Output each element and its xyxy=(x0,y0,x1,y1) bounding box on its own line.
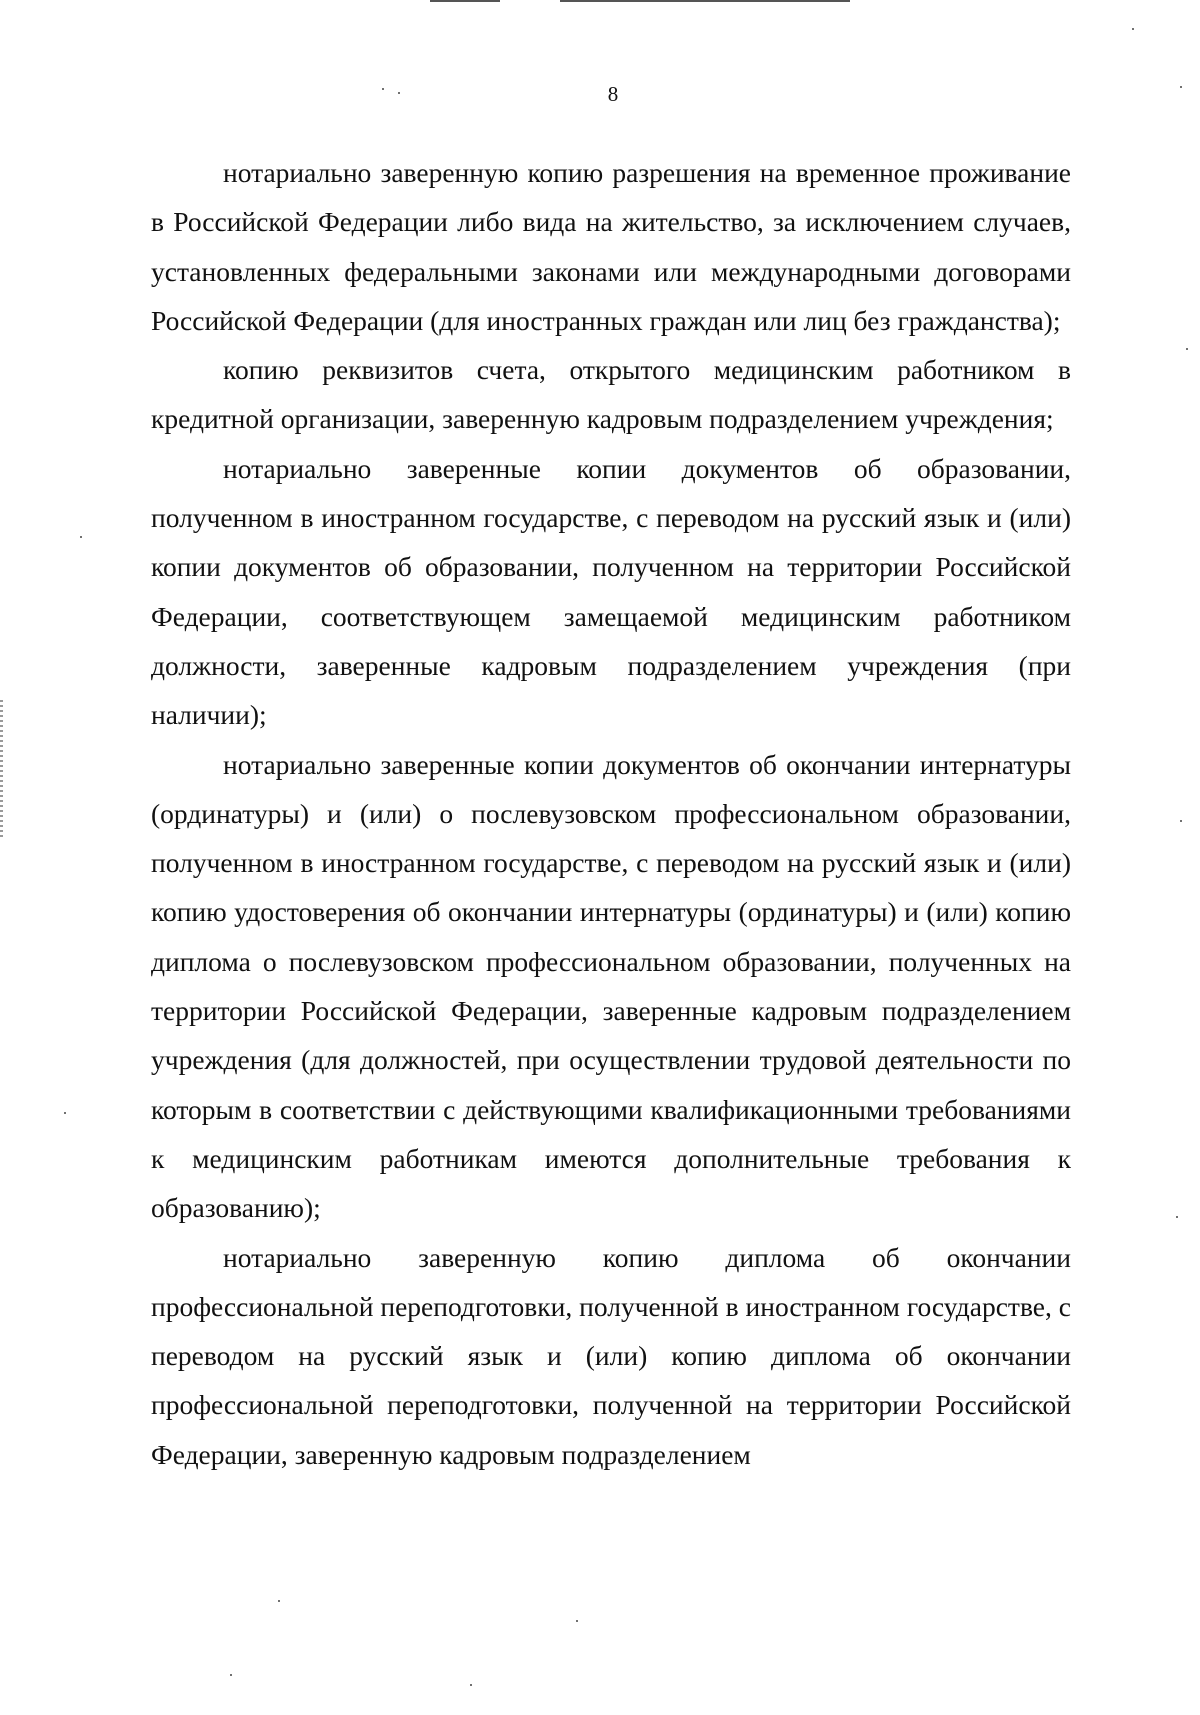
paragraph-residence-permit: нотариально заверенную копию разрешения на временное проживание в Российской Федерации либо вида на жительство, за исключением случаев, установленных федеральными законами или международными договорами Российской Федерации (для иностранных граждан или лиц без гражданства); xyxy=(151,157,1071,336)
scan-speck xyxy=(382,88,384,90)
paragraph-retraining-diploma: нотариально заверенную копию диплома об окончании профессиональной переподготовки, полученной в иностранном государстве, с переводом на русский язык и (или) копию диплома об окончании профессиональной переподготовки, полученной на территории Российской Федерации, заверенную кадровым подразделением xyxy=(151,1241,1071,1470)
document-body xyxy=(151,148,1071,1479)
page-number: 8 xyxy=(607,82,619,106)
scan-speck xyxy=(470,1684,472,1686)
top-edge-rule xyxy=(430,0,850,2)
scan-speck xyxy=(398,92,400,94)
scan-speck xyxy=(64,1112,66,1114)
paragraph-bank-account: копию реквизитов счета, открытого медицинским работником в кредитной организации, заверенную кадровым подразделением учреждения; xyxy=(151,354,1071,435)
scan-speck xyxy=(230,1674,232,1676)
scan-speck xyxy=(1180,820,1182,822)
scan-speck xyxy=(576,1620,578,1622)
scan-speck xyxy=(1180,86,1182,88)
paragraph-internship-documents: нотариально заверенные копии документов об окончании интернатуры (ординатуры) и (или) о послевузовском профессиональном образовании, полученном в иностранном государстве, с переводом на русский язык и (или) копию удостоверения об окончании интернатуры (ординатуры) и (или) копию диплома о послевузовском профессиональном образовании, полученных на территории Российской Федерации, заверенные кадровым подразделением учреждения (для должностей, при осуществлении трудовой деятельности по которым в соответствии с действующими квалификационными требованиями к медицинским работникам имеются дополнительные требования к образованию); xyxy=(151,748,1071,1224)
paragraph-education-documents: нотариально заверенные копии документов об образовании, полученном в иностранном государстве, с переводом на русский язык и (или) копии документов об образовании, полученном на территории Российской Федерации, соответствующем замещаемой медицинским работником должности, заверенные кадровым подразделением учреждения (при наличии); xyxy=(151,452,1071,731)
scan-speck xyxy=(1176,1216,1178,1218)
scan-speck xyxy=(80,536,82,538)
top-edge-gap xyxy=(500,0,560,2)
scan-speck xyxy=(1132,28,1134,30)
left-scan-edge xyxy=(0,700,3,840)
scan-speck xyxy=(1186,348,1188,350)
scan-speck xyxy=(278,1600,280,1602)
